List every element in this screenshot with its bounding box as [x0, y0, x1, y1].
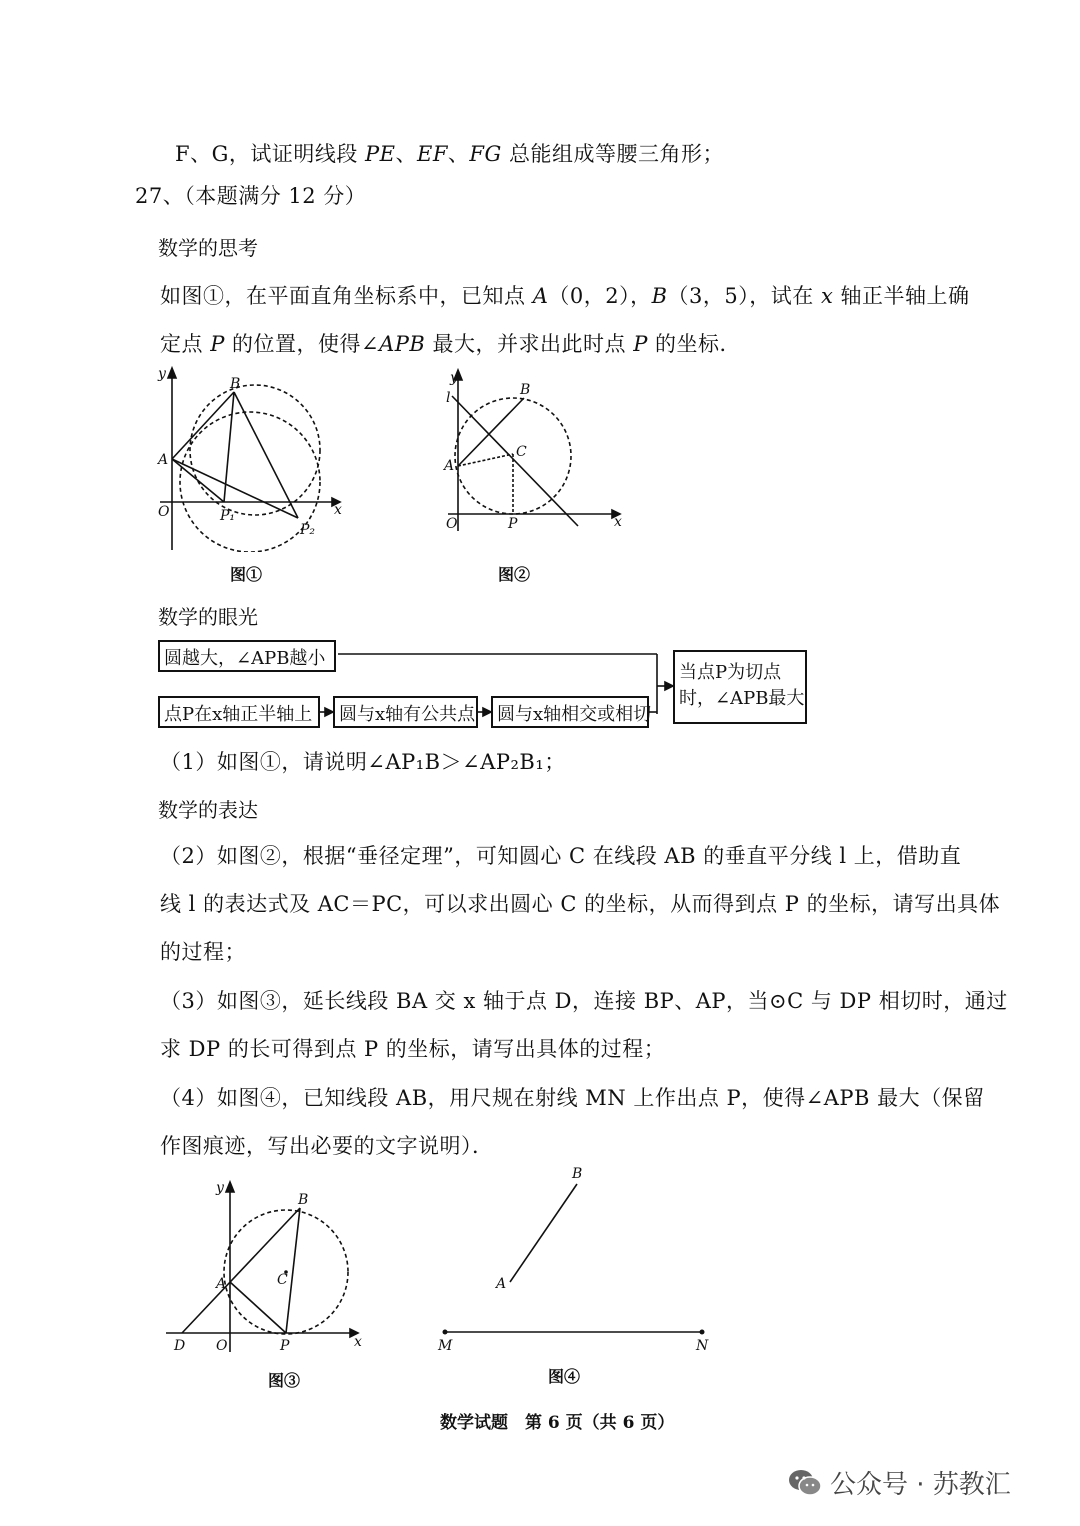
question-number: 27、 [135, 184, 185, 208]
y-axis-arrow [226, 1182, 234, 1192]
figure-4 [430, 1160, 720, 1360]
label-D: D [174, 1338, 186, 1354]
question-score: （本题满分 12 分） [184, 184, 367, 208]
watermark [788, 1464, 1011, 1501]
point-M [443, 1330, 448, 1335]
flow-box-intersect-tangent: 圆与x轴相交或相切 [491, 696, 649, 728]
segment-AC [458, 454, 513, 466]
page-footer: 数学试题 第 6 页（共 6 页） [440, 1413, 675, 1433]
label-x: x [334, 502, 342, 518]
label-C: C [516, 444, 527, 460]
label-O: O [446, 516, 458, 532]
label-A: A [496, 1276, 507, 1292]
segment-AB [172, 392, 234, 459]
segment-AB [458, 398, 524, 466]
segment-BP [286, 1208, 300, 1333]
top-line: F、G，试证明线段 PE、EF、FG 总能组成等腰三角形； [175, 142, 724, 166]
figure-3 [160, 1176, 380, 1356]
question-2-line-2: 线 l 的表达式及 AC＝PC，可以求出圆心 C 的坐标，从而得到点 P 的坐标，请写出具体 [160, 892, 1001, 916]
label-y: y [158, 366, 166, 382]
arrow-box4 [483, 708, 491, 716]
wechat-icon [788, 1468, 822, 1498]
segment-AB [510, 1184, 577, 1282]
point-N [700, 1330, 705, 1335]
figure-1-caption: 图① [230, 565, 263, 584]
label-B: B [520, 382, 531, 398]
label-P: P [280, 1338, 290, 1354]
label-B: B [230, 376, 241, 392]
label-O: O [158, 504, 170, 520]
label-C: C [277, 1272, 288, 1288]
label-P1: P₁ [220, 508, 236, 524]
label-y: y [216, 1180, 224, 1196]
label-x: x [614, 514, 622, 530]
question-2-line-3: 的过程； [160, 940, 246, 964]
y-axis-arrow [168, 368, 176, 378]
figure-2-caption: 图② [498, 565, 531, 584]
question-1: （1）如图①，请说明∠AP₁B＞∠AP₂B₁； [160, 750, 566, 774]
label-l: l [446, 390, 451, 406]
label-B: B [298, 1192, 309, 1208]
label-A: A [444, 458, 455, 474]
circle-small [190, 385, 320, 515]
label-N: N [696, 1338, 709, 1354]
label-M: M [438, 1338, 453, 1354]
label-x: x [354, 1334, 362, 1350]
flow-box-conclusion: 当点P为切点 时，∠APB最大 [673, 650, 807, 724]
question-3-line-1: （3）如图③，延长线段 BA 交 x 轴于点 D，连接 BP、AP，当⊙C 与 DP 相切时，通过 [160, 989, 1008, 1013]
problem-line-1: 如图①，在平面直角坐标系中，已知点 A（0，2），B（3，5），试在 x 轴正半轴上确 [160, 284, 970, 308]
flow-box-common-point: 圆与x轴有公共点 [333, 696, 478, 728]
segment-AP [230, 1282, 286, 1333]
line-l [452, 396, 578, 526]
label-A: A [216, 1276, 227, 1292]
arrow-box3 [325, 708, 333, 716]
flow-box-p-on-x-axis: 点P在x轴正半轴上 [158, 696, 320, 728]
label-P: P [508, 516, 518, 532]
label-P2: P₂ [300, 522, 316, 538]
section-expression: 数学的表达 [158, 798, 258, 822]
figure-1 [140, 362, 360, 552]
figure-3-caption: 图③ [268, 1371, 301, 1390]
question-4-line-1: （4）如图④，已知线段 AB，用尺规在射线 MN 上作出点 P，使得∠APB 最大（保留 [160, 1086, 985, 1110]
figure-2 [438, 366, 638, 536]
watermark-text: 公众号 · 苏教汇 [830, 1470, 1011, 1500]
flow-box-circle-larger: 圆越大，∠APB越小 [158, 640, 336, 672]
arrow-box5 [665, 682, 673, 690]
question-4-line-2: 作图痕迹，写出必要的文字说明）． [160, 1134, 494, 1158]
question-27-header [135, 180, 366, 210]
section-vision: 数学的眼光 [158, 605, 258, 629]
question-3-line-2: 求 DP 的长可得到点 P 的坐标，请写出具体的过程； [160, 1037, 666, 1061]
label-B: B [572, 1166, 583, 1182]
segment-BP2 [234, 392, 298, 518]
section-thinking: 数学的思考 [158, 236, 258, 260]
question-2-line-1: （2）如图②，根据“垂径定理”，可知圆心 C 在线段 AB 的垂直平分线 l 上，借助直 [160, 844, 962, 868]
label-O: O [216, 1338, 228, 1354]
problem-line-2: 定点 P 的位置，使得∠APB 最大，并求出此时点 P 的坐标． [160, 332, 742, 356]
label-A: A [158, 452, 169, 468]
figure-4-caption: 图④ [548, 1367, 581, 1386]
label-y: y [450, 370, 458, 386]
